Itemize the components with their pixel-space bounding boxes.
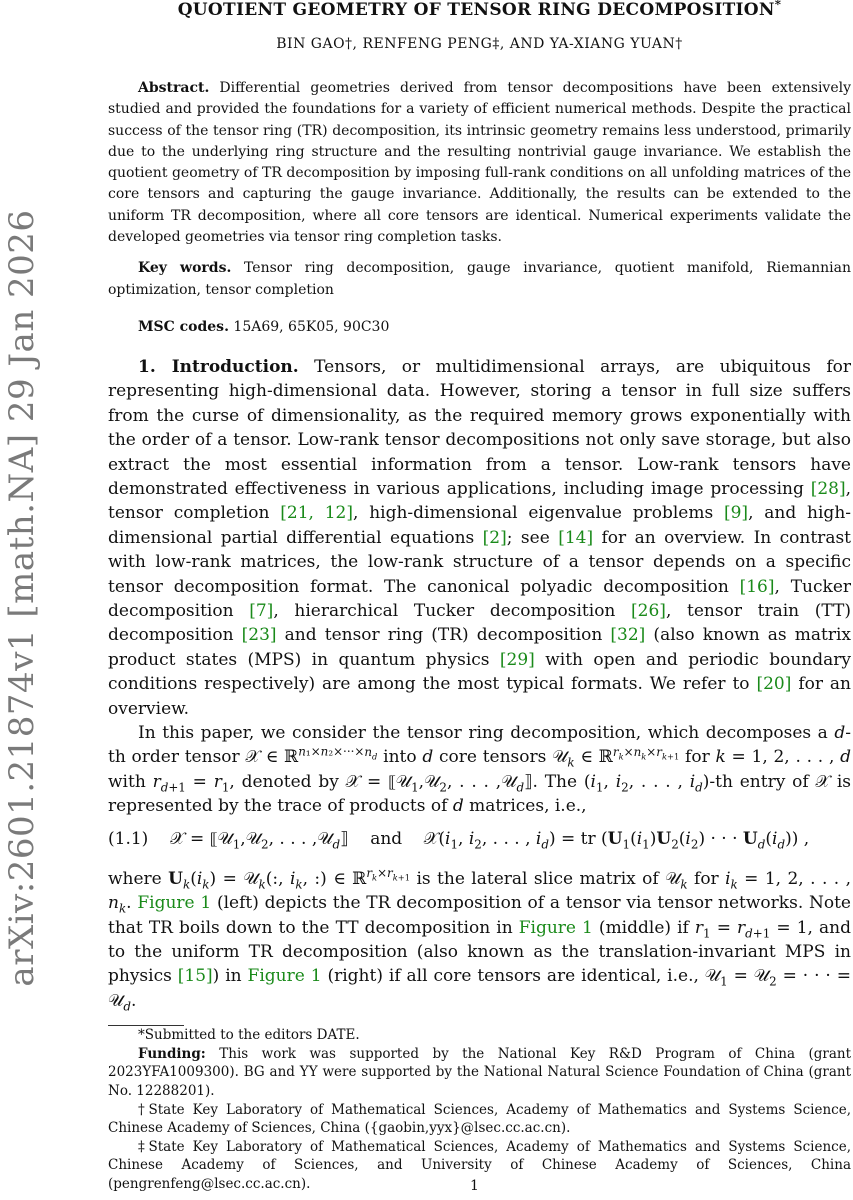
citation-15[interactable]: [15] [177,966,213,987]
footnote-affiliation-2: ‡State Key Laboratory of Mathematical Sciences, Academy of Mathematics and Systems Science, Chinese Academy of Sciences, and University of Chinese Academy of Sciences, China (pengrenfeng@lsec.cc.ac.cn). [108,1138,851,1192]
author-list: BIN GAO†, RENFENG PENG‡, AND YA-XIANG YUAN† [276,36,683,52]
keywords-label: Key words. [138,260,232,277]
keywords-text: Tensor ring decomposition, gauge invariance, quotient manifold, Riemannian optimization, tensor completion [108,260,851,298]
arxiv-sidebar [0,0,44,1200]
citation-20[interactable]: [20] [756,674,792,695]
equation-number: (1.1) [108,828,149,849]
citation-16[interactable]: [16] [739,576,775,597]
footnote-affiliation-1: †State Key Laboratory of Mathematical Sciences, Academy of Mathematics and Systems Science, Chinese Academy of Sciences, China ({gaobin,yyx}@lsec.cc.ac.cn). [108,1101,851,1137]
citation-7[interactable]: [7] [249,601,274,622]
citation-14[interactable]: [14] [558,527,594,548]
figure-1-link[interactable]: Figure 1 [247,966,322,987]
figure-1-link[interactable]: Figure 1 [518,917,593,938]
citation-32[interactable]: [32] [610,625,646,646]
msc-text: 15A69, 65K05, 90C30 [233,318,390,335]
citation-21[interactable]: [21 [280,503,309,524]
title-footnote-mark: * [774,0,782,12]
abstract-label: Abstract. [138,80,210,96]
citation-28[interactable]: [28] [810,479,846,499]
keywords [108,258,851,301]
citation-9[interactable]: [9] [723,503,749,524]
citation-2[interactable]: [2] [482,527,507,548]
equation-1-1 [108,829,851,855]
intro-paragraph-1: 1. Introduction. Tensors, or multidimensional arrays, are ubiquitous for representing high-dimensional data. However, storing a tensor in full size suffers from the curse of dimensionality, as the required memory grows exponentially with the order of a tensor. Low-rank tensor decompositions not only save storage, but also extract the most essential information from a tensor. Low-rank tensors have demonstrated effectiveness in various applications, including image processing [28], tensor completion [21, 12], high-dimensional eigenvalue problems [9], and high-dimensional partial differential equations [2]; see [14] for an overview. In contrast with low-rank matrices, the low-rank structure of a tensor depends on a specific tensor decomposition format. The canonical polyadic decomposition [16], Tucker decomposition [7], hierarchical Tucker decomposition [26], tensor train (TT) decomposition [23] and tensor ring (TR) decomposition [32] (also known as matrix product states (MPS) in quantum physics [29] with open and periodic boundary conditions respectively) are among the most typical formats. We refer to [20] for an overview. [108,356,852,719]
figure-1-link[interactable]: Figure 1 [137,893,212,914]
abstract [108,78,851,248]
paper-page [108,0,851,1193]
citation-23[interactable]: [23] [241,625,277,646]
msc-label: MSC codes. [138,318,229,335]
citation-12[interactable]: 12] [324,503,353,524]
citation-29[interactable]: [29] [499,649,535,670]
equation-body: 𝒳 = ⟦𝒰$_1$,𝒰$_2$, . . . ,𝒰$_d$⟧ and $𝒳(i_1$, $i_2$, . . . , $i_d$) = tr ($U_1(i_1)U_2(i_2)$ · · · $U_d(i_d)$) , [170,828,810,852]
section-heading: 1. Introduction. [138,356,299,377]
msc-codes [108,319,851,335]
arxiv-identifier: arXiv:2601.21874v1 [math.NA] 29 Jan 2026 [2,209,42,987]
funding-label: Funding: [138,1045,206,1062]
citation-26[interactable]: [26] [631,601,666,622]
intro-paragraph-2: In this paper, we consider the tensor ring decomposition, which decomposes a d-th order tensor 𝒳 ∈ ℝ$^{n_1\times n_2\times\cdot\cdot\cdot\times n_d}$ into d core tensors 𝒰$_k$ ∈ ℝ$^{r_k\times n_k\times r_{k+1}}$ for k = 1, 2, . . . , d with $r_{d+1} = r_1$, denoted by 𝒳 = ⟦𝒰$_1$,𝒰$_2$, . . . ,𝒰$_d$⟧. The ($i_1$, $i_2$, . . . , $i_d)-th$ entry of 𝒳 is represented by the trace of products of d matrices, i.e., [108,723,851,817]
page-number: 1 [470,1178,479,1194]
intro-paragraph-3: where $U_k(i_k)$ = 𝒰$_k$(:, $i_k$, :) ∈ ℝ$^{r_k\times r_{k+1}}$ is the lateral slice matrix of 𝒰$_k$ for $i_k = 1$, 2, . . . , $n_k$. Figure 1 (left) depicts the TR decomposition of a tensor via tensor networks. Note that TR boils down to the TT decomposition in Figure 1 (middle) if $r_1 = r_{d+1} = 1$, and to the uniform TR decomposition (also known as the translation-invariant MPS in physics [15]) in Figure 1 (right) if all core tensors are identical, i.e., 𝒰$_1$ = 𝒰$_2$ = · · · = 𝒰$_d$. [108,866,852,1014]
abstract-text: Differential geometries derived from tensor decompositions have been extensively studied and provided the foundations for a variety of efficient numerical methods. Despite the practical success of the tensor ring (TR) decomposition, its intrinsic geometry remains less understood, primarily due to the underlying ring structure and the resulting nontrivial gauge invariance. We establish the quotient geometry of TR decomposition by imposing full-rank conditions on all unfolding matrices of the core tensors and capturing the gauge invariance. Additionally, the results can be extended to the uniform TR decomposition, where all core tensors are identical. Numerical experiments validate the developed geometries via tensor ring completion tasks. [108,80,851,246]
footnote-funding: Funding: This work was supported by the National Key R&D Program of China (grant 2023YFA1009300). BG and YY were supported by the National Natural Science Foundation of China (grant No. 12288201). [108,1045,851,1099]
footnote-submitted: *Submitted to the editors DATE. [138,1027,360,1044]
paper-title: QUOTIENT GEOMETRY OF TENSOR RING DECOMPOSITION* [108,0,851,20]
